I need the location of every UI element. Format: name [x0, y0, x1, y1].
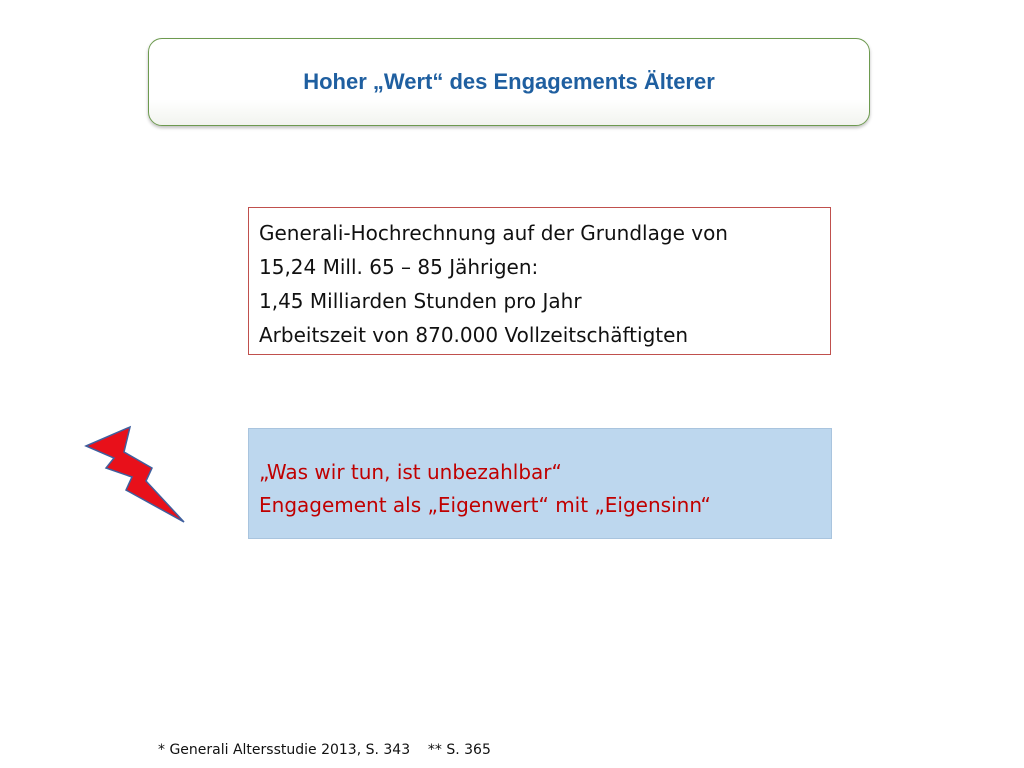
lightning-bolt-icon: [84, 424, 186, 524]
projection-line-1: Generali-Hochrechnung auf der Grundlage von: [259, 221, 728, 245]
footnote: * Generali Altersstudie 2013, S. 343 ** S. 365: [158, 742, 491, 758]
slide-title: Hoher „Wert“ des Engagements Älterer: [303, 69, 715, 94]
projection-line-4: Arbeitszeit von 870.000 Vollzeitschäftigten: [259, 323, 689, 347]
quote-line-2: Engagement als „Eigenwert“ mit „Eigensinn“: [259, 493, 711, 517]
projection-line-2: 15,24 Mill. 65 – 85 Jährigen:: [259, 255, 539, 279]
quote-line-1: „Was wir tun, ist unbezahlbar“: [259, 460, 562, 484]
quote-box: [248, 428, 832, 539]
title-box: [148, 38, 870, 126]
projection-line-3: 1,45 Milliarden Stunden pro Jahr: [259, 289, 582, 313]
generali-projection-box: [248, 207, 831, 355]
